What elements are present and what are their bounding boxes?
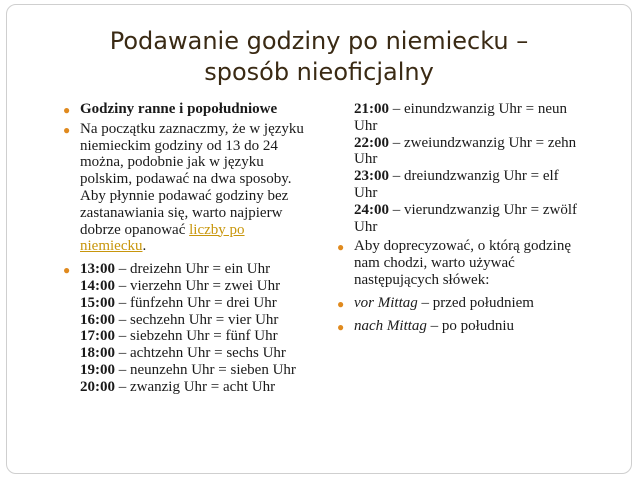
text-line: następujących słówek: xyxy=(354,271,490,288)
list-item xyxy=(64,101,326,118)
term-vor-mittag: vor Mittag xyxy=(354,294,418,311)
text-line: nam chodzi, warto używać xyxy=(354,255,515,272)
term-nach-mittag: nach Mittag xyxy=(354,317,427,334)
time-row: 22:00 – zweiundzwanzig Uhr = zehn xyxy=(354,134,577,151)
time-row: 18:00 – achtzehn Uhr = sechs Uhr xyxy=(80,345,286,362)
bullet-icon: ● xyxy=(337,319,345,334)
bullet-icon: ● xyxy=(63,263,71,278)
text-line: dobrze opanować xyxy=(80,221,190,238)
text-line: niemieckim godziny od 13 do 24 xyxy=(80,137,278,154)
list-item: ● nach Mittag – po południu xyxy=(337,317,514,334)
list-item xyxy=(338,238,608,288)
list-item: ● vor Mittag – przed południem xyxy=(337,294,534,311)
title-line-2: sposób nieoficjalny xyxy=(204,58,434,86)
text-line: polskim, podawać na dwa sposoby. xyxy=(80,171,292,188)
sentence-end: . xyxy=(142,238,147,255)
bullet-icon: ● xyxy=(337,296,345,311)
bullet-icon: ● xyxy=(63,103,71,117)
time-row-cont: Uhr xyxy=(354,218,378,235)
time-row: 13:00 – dreizehn Uhr = ein Uhr xyxy=(80,261,271,278)
time-row: 15:00 – fünfzehn Uhr = drei Uhr xyxy=(80,294,277,311)
list-item xyxy=(64,261,326,395)
slide-title xyxy=(0,26,638,88)
text-line: zastanawiania się, warto najpierw xyxy=(80,204,283,221)
time-row-cont: Uhr xyxy=(354,184,378,201)
title-line-1: Podawanie godziny po niemiecku – xyxy=(109,27,529,55)
text-line: Na początku zaznaczmy, że w języku xyxy=(80,120,304,137)
time-row: 21:00 – einundzwanzig Uhr = neun xyxy=(354,101,567,117)
left-column xyxy=(64,101,326,396)
bullet-icon: ● xyxy=(63,122,71,137)
time-row: 19:00 – neunzehn Uhr = sieben Uhr xyxy=(80,361,296,378)
bullet-icon: ● xyxy=(337,240,345,255)
right-column xyxy=(338,101,608,334)
time-row: 17:00 – siebzehn Uhr = fünf Uhr xyxy=(80,328,278,345)
time-row: 20:00 – zwanzig Uhr = acht Uhr xyxy=(80,378,276,395)
numbers-link[interactable]: liczby po xyxy=(189,221,245,238)
bullet-heading: Godziny ranne i popołudniowe xyxy=(80,101,278,117)
time-row: 23:00 – dreiundzwanzig Uhr = elf xyxy=(354,168,559,185)
time-row: 24:00 – vierundzwanzig Uhr = zwölf xyxy=(354,201,577,218)
time-row-cont: Uhr xyxy=(354,151,378,168)
text-line: można, podobnie jak w języku xyxy=(80,154,264,171)
text-line: Aby doprecyzować, o którą godzinę xyxy=(354,238,572,255)
list-item xyxy=(64,121,326,255)
time-block xyxy=(338,101,608,235)
numbers-link-cont[interactable]: niemiecku xyxy=(80,238,143,255)
time-row-cont: Uhr xyxy=(354,117,378,134)
time-row: 14:00 – vierzehn Uhr = zwei Uhr xyxy=(80,277,281,294)
text-line: Aby płynnie podawać godziny bez xyxy=(80,187,289,204)
time-row: 16:00 – sechzehn Uhr = vier Uhr xyxy=(80,311,279,328)
